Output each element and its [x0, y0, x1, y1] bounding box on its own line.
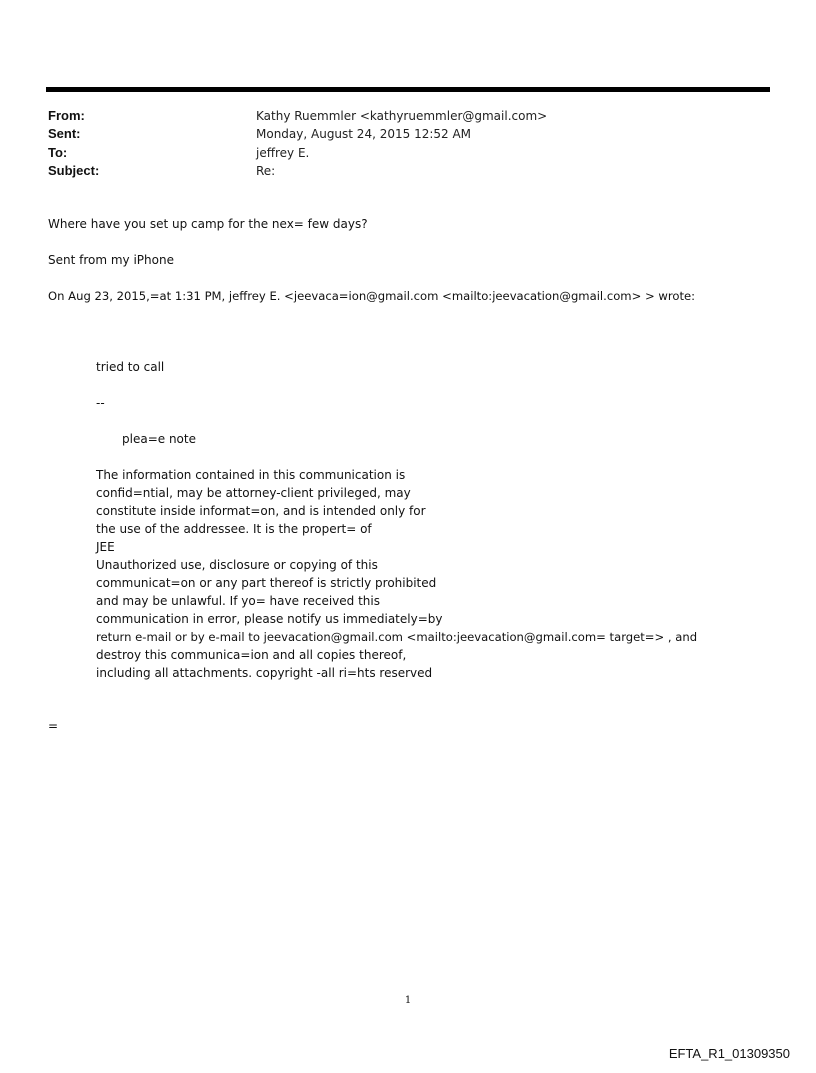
quoted-separator: --	[96, 396, 105, 410]
disclaimer-line: return e-mail or by e-mail to jeevacation@gmail.com <mailto:jeevacation@gmail.com= target=> , and	[96, 630, 698, 644]
disclaimer-line: communication in error, please notify us immediately=by	[96, 612, 443, 626]
to-value: jeffrey E.	[256, 146, 310, 160]
to-label: To:	[48, 145, 68, 160]
from-value: Kathy Ruemmler <kathyruemmler@gmail.com>	[256, 109, 548, 123]
quote-header: On Aug 23, 2015,=at 1:31 PM, jeffrey E. <jeevaca=ion@gmail.com <mailto:jeevacation@gmail.com> > wrote:	[48, 289, 696, 303]
disclaimer-line: and may be unlawful. If yo= have received this	[96, 594, 380, 608]
disclaimer-line: communicat=on or any part thereof is strictly prohibited	[96, 576, 437, 590]
header-divider	[46, 87, 770, 92]
bates-number: EFTA_R1_01309350	[668, 1046, 790, 1061]
sent-label: Sent:	[48, 126, 81, 141]
disclaimer-line: JEE	[96, 540, 115, 554]
disclaimer-line: confid=ntial, may be attorney-client privileged, may	[96, 486, 411, 500]
disclaimer-line: The information contained in this communication is	[96, 468, 406, 482]
disclaimer-line: the use of the addressee. It is the propert= of	[96, 522, 372, 536]
from-label: From:	[48, 108, 85, 123]
quoted-note: plea=e note	[122, 432, 196, 446]
subject-label: Subject:	[48, 163, 100, 178]
body-trailer: =	[48, 719, 59, 733]
disclaimer-line: constitute inside informat=on, and is intended only for	[96, 504, 426, 518]
subject-value: Re:	[256, 164, 276, 178]
sent-value: Monday, August 24, 2015 12:52 AM	[256, 127, 472, 141]
disclaimer-line: destroy this communica=ion and all copies thereof,	[96, 648, 407, 662]
body-signature: Sent from my iPhone	[48, 253, 174, 267]
disclaimer-line: Unauthorized use, disclosure or copying of this	[96, 558, 378, 572]
disclaimer-line: including all attachments. copyright -all ri=hts reserved	[96, 666, 433, 680]
page-number: 1	[404, 995, 412, 1006]
quoted-message: tried to call	[96, 360, 165, 374]
body-question: Where have you set up camp for the nex= few days?	[48, 217, 368, 231]
